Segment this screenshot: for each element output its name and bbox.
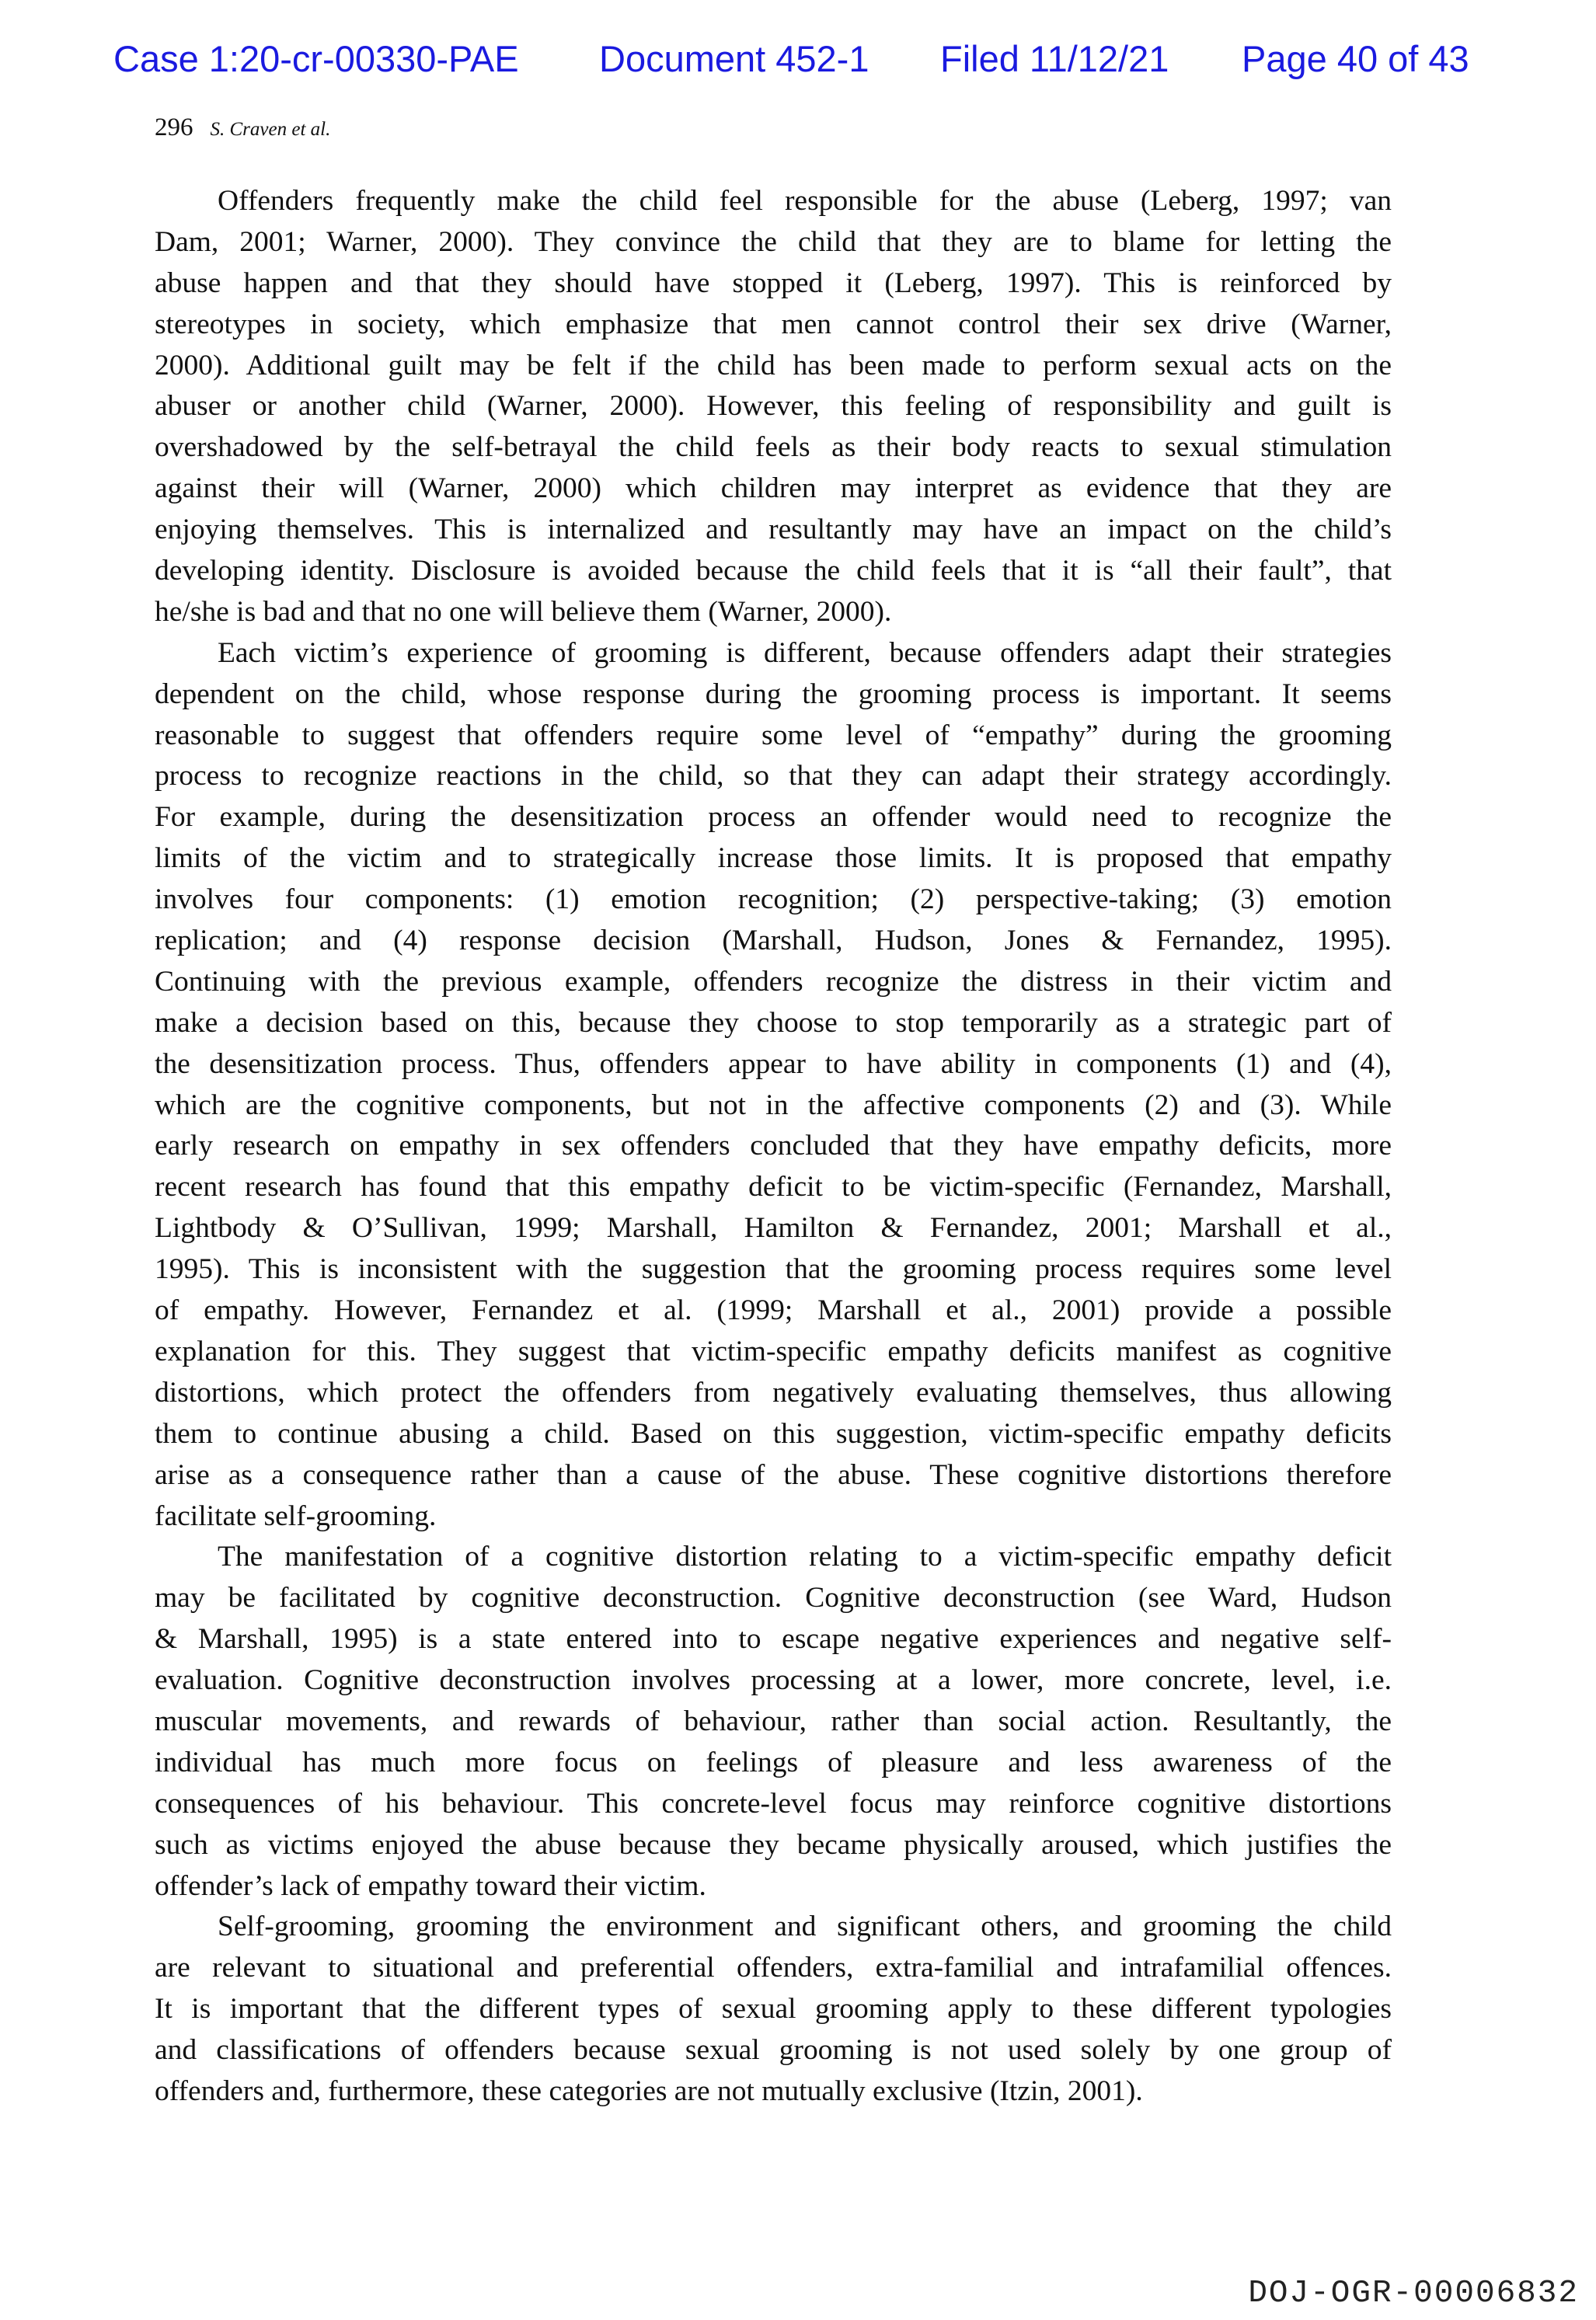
text-line: muscular movements, and rewards of behaviour, rather than social action. Resultantly, the bbox=[155, 1705, 1392, 1737]
bates-number: DOJ-OGR-00006832 bbox=[1248, 2276, 1579, 2311]
text-line: limits of the victim and to strategically increase those limits. It is proposed that empathy bbox=[155, 842, 1392, 875]
text-line: them to continue abusing a child. Based on this suggestion, victim-specific empathy deficits bbox=[155, 1417, 1392, 1450]
text-line: For example, during the desensitization process an offender would need to recognize the bbox=[155, 801, 1392, 834]
text-line: 2000). Additional guilt may be felt if the child has been made to perform sexual acts on the bbox=[155, 349, 1392, 381]
text-line: facilitate self-grooming. bbox=[155, 1500, 437, 1532]
text-line: of empathy. However, Fernandez et al. (1999; Marshall et al., 2001) provide a possible bbox=[155, 1294, 1392, 1327]
text-line: individual has much more focus on feelings of pleasure and less awareness of the bbox=[155, 1746, 1392, 1778]
text-line: involves four components: (1) emotion recognition; (2) perspective-taking; (3) emotion bbox=[155, 883, 1392, 916]
text-line: and classifications of offenders because sexual grooming is not used solely by one group of bbox=[155, 2034, 1392, 2067]
text-line: against their will (Warner, 2000) which children may interpret as evidence that they are bbox=[155, 472, 1392, 505]
running-head-authors: S. Craven et al. bbox=[210, 119, 331, 140]
text-line: reasonable to suggest that offenders require some level of “empathy” during the grooming bbox=[155, 719, 1392, 751]
text-line: It is important that the different types of sexual grooming apply to these different typologies bbox=[155, 1993, 1392, 2026]
text-line: abuse happen and that they should have stopped it (Leberg, 1997). This is reinforced by bbox=[155, 266, 1392, 299]
text-line: offenders and, furthermore, these categories are not mutually exclusive (Itzin, 2001). bbox=[155, 2074, 1143, 2107]
running-head bbox=[155, 109, 330, 151]
text-line: offender’s lack of empathy toward their victim. bbox=[155, 1869, 706, 1902]
text-line: process to recognize reactions in the child, so that they can adapt their strategy accordingly. bbox=[155, 760, 1392, 792]
page-number: 296 bbox=[155, 113, 193, 141]
text-line: overshadowed by the self-betrayal the child feels as their body reacts to sexual stimulation bbox=[155, 431, 1392, 464]
case-number: Case 1:20-cr-00330-PAE bbox=[113, 38, 519, 79]
page-count: Page 40 of 43 bbox=[1242, 38, 1469, 79]
paragraph bbox=[155, 1537, 1392, 1907]
text-line: he/she is bad and that no one will believe them (Warner, 2000). bbox=[155, 595, 892, 628]
text-line: 1995). This is inconsistent with the suggestion that the grooming process requires some level bbox=[155, 1253, 1392, 1286]
text-line: are relevant to situational and preferential offenders, extra-familial and intrafamilial offences. bbox=[155, 1952, 1392, 1984]
text-line: make a decision based on this, because they choose to stop temporarily as a strategic part of bbox=[155, 1006, 1392, 1039]
text-line: developing identity. Disclosure is avoided because the child feels that it is “all their fault”, that bbox=[155, 555, 1392, 587]
text-line: enjoying themselves. This is internalized and resultantly may have an impact on the child’s bbox=[155, 514, 1392, 546]
paragraph bbox=[155, 1907, 1392, 2112]
text-line: Each victim’s experience of grooming is different, because offenders adapt their strategies bbox=[218, 636, 1392, 669]
text-line: the desensitization process. Thus, offenders appear to have ability in components (1) and (4), bbox=[155, 1047, 1392, 1080]
text-line: Dam, 2001; Warner, 2000). They convince the child that they are to blame for letting the bbox=[155, 225, 1392, 258]
text-line: may be facilitated by cognitive deconstruction. Cognitive deconstruction (see Ward, Hudson bbox=[155, 1582, 1392, 1615]
document-number: Document 452-1 bbox=[599, 38, 869, 79]
text-line: replication; and (4) response decision (Marshall, Hudson, Jones & Fernandez, 1995). bbox=[155, 925, 1392, 957]
text-line: abuser or another child (Warner, 2000). However, this feeling of responsibility and guilt is bbox=[155, 390, 1392, 423]
text-line: arise as a consequence rather than a cause of the abuse. These cognitive distortions therefore bbox=[155, 1458, 1392, 1491]
text-line: evaluation. Cognitive deconstruction involves processing at a lower, more concrete, level, i.e. bbox=[155, 1664, 1392, 1697]
filed-date: Filed 11/12/21 bbox=[940, 38, 1169, 79]
text-line: such as victims enjoyed the abuse because they became physically aroused, which justifies the bbox=[155, 1828, 1392, 1861]
text-line: recent research has found that this empathy deficit to be victim-specific (Fernandez, Marshall, bbox=[155, 1171, 1392, 1204]
text-line: which are the cognitive components, but not in the affective components (2) and (3). While bbox=[155, 1089, 1392, 1121]
text-line: Self-grooming, grooming the environment and significant others, and grooming the child bbox=[218, 1911, 1392, 1943]
text-line: early research on empathy in sex offenders concluded that they have empathy deficits, more bbox=[155, 1130, 1392, 1162]
text-line: Offenders frequently make the child feel responsible for the abuse (Leberg, 1997; van bbox=[218, 185, 1392, 217]
text-line: stereotypes in society, which emphasize that men cannot control their sex drive (Warner, bbox=[155, 308, 1392, 340]
text-line: & Marshall, 1995) is a state entered into to escape negative experiences and negative self- bbox=[155, 1623, 1392, 1656]
text-line: Lightbody & O’Sullivan, 1999; Marshall, Hamilton & Fernandez, 2001; Marshall et al., bbox=[155, 1212, 1392, 1245]
paragraph bbox=[155, 633, 1392, 1538]
article-body bbox=[155, 181, 1392, 2113]
text-line: Continuing with the previous example, offenders recognize the distress in their victim and bbox=[155, 965, 1392, 998]
paragraph bbox=[155, 181, 1392, 633]
text-line: dependent on the child, whose response during the grooming process is important. It seems bbox=[155, 678, 1392, 710]
text-line: The manifestation of a cognitive distortion relating to a victim-specific empathy deficit bbox=[218, 1541, 1392, 1573]
text-line: consequences of his behaviour. This concrete-level focus may reinforce cognitive distortions bbox=[155, 1787, 1392, 1820]
text-line: explanation for this. They suggest that victim-specific empathy deficits manifest as cognitive bbox=[155, 1335, 1392, 1367]
text-line: distortions, which protect the offenders from negatively evaluating themselves, thus allowing bbox=[155, 1376, 1392, 1409]
